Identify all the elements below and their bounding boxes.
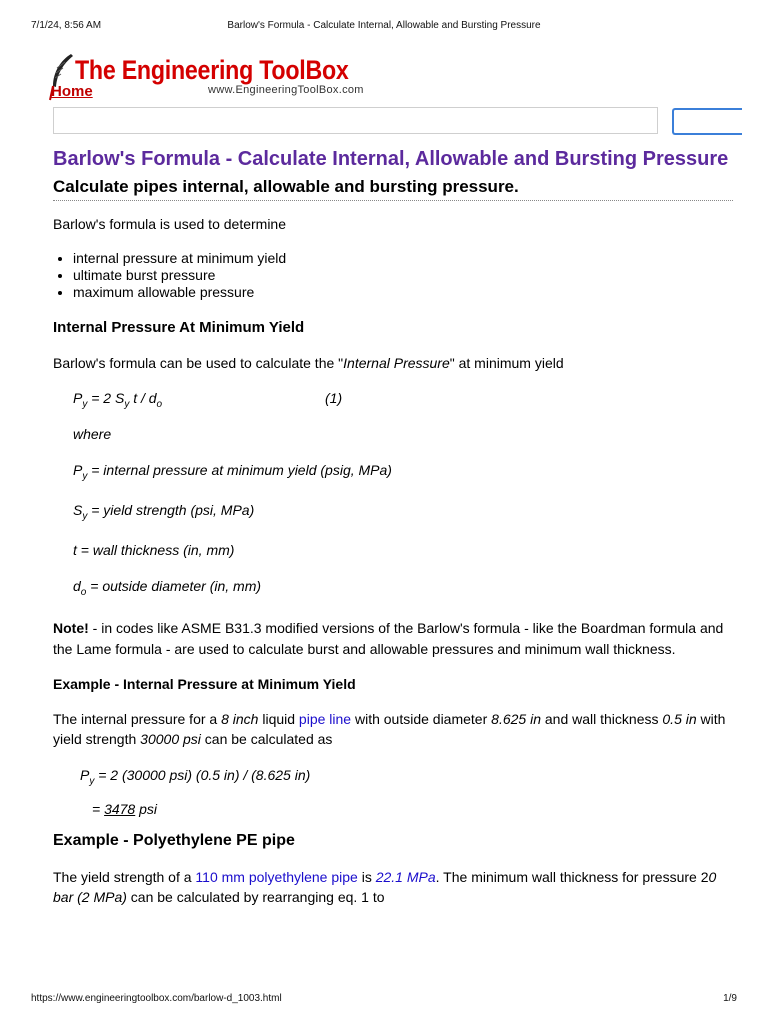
- text-run: . The minimum wall thickness for pressure 2: [435, 869, 709, 885]
- list-item: • maximum allowable pressure: [73, 284, 733, 301]
- text-run: can be calculated as: [200, 731, 333, 747]
- print-document-title: Barlow's Formula - Calculate Internal, Allowable and Bursting Pressure: [227, 20, 541, 31]
- result-unit: psi: [135, 801, 158, 817]
- text-run: The internal pressure for a: [53, 711, 222, 727]
- definition-do: $d_o$ = outside diameter (in, mm): [73, 578, 262, 598]
- logo-brand-text: The Engineering ToolBox: [75, 55, 349, 85]
- text-run: " at minimum yield: [449, 355, 564, 371]
- pipe-line-link[interactable]: pipe line: [298, 711, 352, 727]
- example1-calculation: $P_y = 2$ (30000 psi) (0.5 in) / (8.625 in): [80, 767, 311, 787]
- text-run: =: [92, 801, 105, 817]
- definition-py: $P_y$ = internal pressure at minimum yield (psig, MPa): [73, 462, 392, 482]
- article-content: [53, 147, 733, 907]
- text-italic: 8 inch: [221, 711, 259, 727]
- text-italic: 30000 psi: [140, 731, 201, 747]
- polyethylene-pipe-link[interactable]: 110 mm polyethylene pipe: [195, 869, 358, 885]
- section-paragraph: [53, 353, 733, 373]
- definition-text: = yield strength (psi, MPa): [87, 502, 255, 518]
- text-italic: 8.625 in: [491, 711, 541, 727]
- barlow-formula: $P_y = 2$ $S_y$ t / $d_o$ (1): [73, 390, 343, 410]
- definition-text: = internal pressure at minimum yield (psig, MPa): [87, 462, 392, 478]
- example2-heading: Example - Polyethylene PE pipe: [53, 832, 295, 849]
- text-italic: 0 bar (2 MPa): [53, 869, 717, 905]
- equation-number: (1): [325, 390, 343, 406]
- calculation-text: = 2 (30000 psi) (0.5 in) / (8.625 in): [94, 767, 311, 783]
- print-url: https://www.engineeringtoolbox.com/barlow-d_1003.html: [31, 993, 282, 1004]
- text-run: Barlow's formula can be used to calculate the ": [53, 355, 344, 371]
- definition-text: = outside diameter (in, mm): [86, 578, 262, 594]
- text-italic: 0.5 in: [662, 711, 697, 727]
- list-item: • ultimate burst pressure: [73, 267, 733, 284]
- list-item: • internal pressure at minimum yield: [73, 250, 733, 267]
- example1-result: [92, 801, 733, 817]
- page-subtitle: Calculate pipes internal, allowable and bursting pressure.: [53, 177, 733, 201]
- text-italic: Internal Pressure: [343, 355, 450, 371]
- print-footer: [0, 992, 768, 1006]
- text-run: can be calculated by rearranging eq. 1 to: [126, 889, 385, 905]
- yield-strength-value[interactable]: 22.1 MPa: [375, 869, 436, 885]
- example2-paragraph: [53, 867, 733, 907]
- search-input[interactable]: [53, 107, 658, 134]
- text-run: is: [357, 869, 376, 885]
- note-paragraph: [53, 618, 733, 660]
- formula-where: where: [73, 426, 112, 442]
- text-run: liquid: [258, 711, 299, 727]
- text-run: with yield strength: [53, 711, 726, 747]
- text-run: The yield strength of a: [53, 869, 196, 885]
- intro-list: [53, 250, 733, 301]
- print-timestamp: 7/1/24, 8:56 AM: [31, 20, 102, 31]
- note-text: - in codes like ASME B31.3 modified versions of the Barlow's formula - like the Boardman formula and the Lame formula - are used to calculate burst and allowable pressures and minimum wall thickness.: [53, 620, 724, 657]
- print-header: [0, 19, 768, 33]
- print-page-number: 1/9: [723, 993, 737, 1004]
- text-run: and wall thickness: [540, 711, 663, 727]
- result-value: 3478: [104, 801, 136, 817]
- logo-site-url: www.EngineeringToolBox.com: [208, 84, 364, 96]
- intro-text: Barlow's formula is used to determine: [53, 216, 286, 232]
- search-button[interactable]: [672, 108, 742, 135]
- example1-paragraph: [53, 709, 733, 749]
- definition-sy: $S_y$ = yield strength (psi, MPa): [73, 502, 255, 522]
- site-logo[interactable]: [47, 52, 387, 102]
- note-label: Note!: [53, 620, 89, 636]
- section-heading-internal-pressure: Internal Pressure At Minimum Yield: [53, 319, 305, 336]
- page-title: Barlow's Formula - Calculate Internal, Allowable and Bursting Pressure: [53, 148, 729, 170]
- example1-heading: Example - Internal Pressure at Minimum Yield: [53, 676, 356, 692]
- text-run: with outside diameter: [351, 711, 492, 727]
- definition-t: t = wall thickness (in, mm): [73, 542, 235, 558]
- home-link[interactable]: Home: [51, 83, 93, 100]
